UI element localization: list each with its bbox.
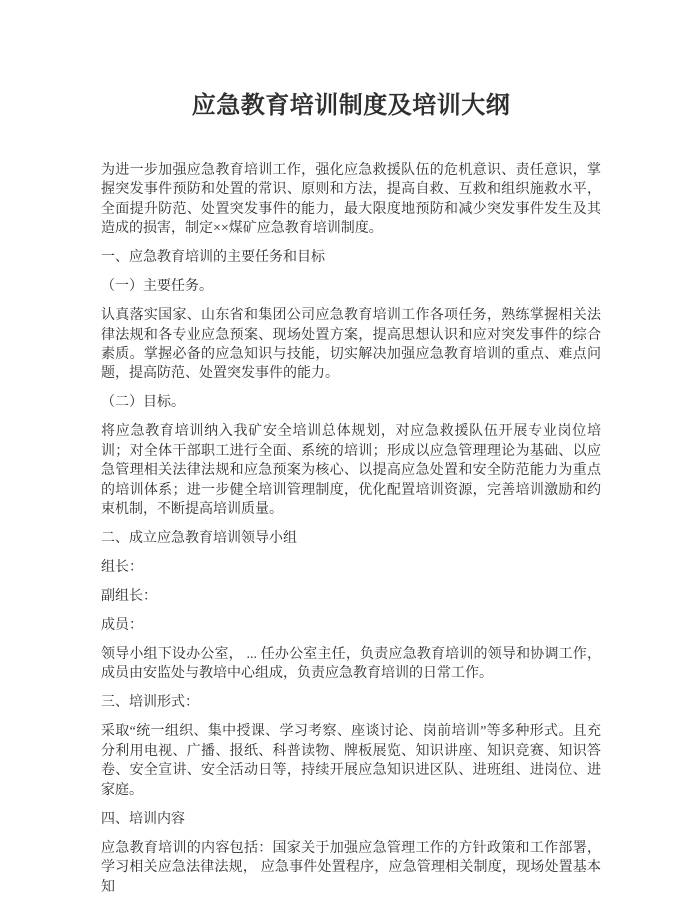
heading-section-3: 三、培训形式：	[101, 695, 199, 711]
paragraph-main-tasks: 认真落实国家、山东省和集团公司应急教育培训工作各项任务，熟练掌握相关法律法规和各专业应急预案、现场处置方案，提高思想认识和应对突发事件的综合素质。掌握必备的应急知识与技能，切实解决加强应急教育培训的重点、难点问题，提高防范、处置突发事件的能力。	[101, 308, 601, 382]
paragraph-leading-group: 领导小组下设办公室， ... 任办公室主任，负责应急教育培训的领导和协调工作，成员由安监处与教培中心组成，负责应急教育培训的日常工作。	[101, 647, 601, 682]
heading-section-1: 一、应急教育培训的主要任务和目标	[101, 250, 325, 266]
document-title: 应急教育培训制度及培训大纲	[191, 93, 511, 119]
heading-section-4: 四、培训内容	[101, 811, 185, 827]
label-deputy-group-leader: 副组长：	[101, 589, 157, 605]
heading-subsection-1-1: （一）主要任务。	[101, 279, 213, 295]
paragraph-training-forms: 采取“统一组织、集中授课、学习考察、座谈讨论、岗前培训”等多种形式。且充分利用电视、广播、报纸、科普读物、牌板展览、知识讲座、知识竞赛、知识答卷、安全宣讲、安全活动日等，持续开展应急知识进区队、进班组、进岗位、进家庭。	[101, 724, 601, 798]
paragraph-intro: 为进一步加强应急教育培训工作，强化应急救援队伍的危机意识、责任意识，掌握突发事件预防和处置的常识、原则和方法，提高自救、互救和组织施救水平，全面提升防范、处置突发事件的能力，最大限度地预防和减少突发事件发生及其造成的损害，制定××煤矿应急教育培训制度。	[101, 163, 601, 237]
paragraph-training-content: 应急教育培训的内容包括：国家关于加强应急管理工作的方针政策和工作部署，学习相关应急法律法规， 应急事件处置程序，应急管理相关制度，现场处置基本知	[101, 840, 601, 895]
heading-subsection-1-2: （二）目标。	[101, 395, 185, 411]
label-group-leader: 组长：	[101, 560, 143, 576]
paragraph-goals: 将应急教育培训纳入我矿安全培训总体规划，对应急救援队伍开展专业岗位培训；对全体干部职工进行全面、系统的培训；形成以应急管理理论为基础、以应急管理相关法律法规和应急预案为核心、以提高应急处置和安全防范能力为重点的培训体系；进一步健全培训管理制度，优化配置培训资源，完善培训激励和约束机制，不断提高培训质量。	[101, 424, 601, 518]
heading-section-2: 二、成立应急教育培训领导小组	[101, 531, 297, 547]
label-members: 成员：	[101, 618, 143, 634]
